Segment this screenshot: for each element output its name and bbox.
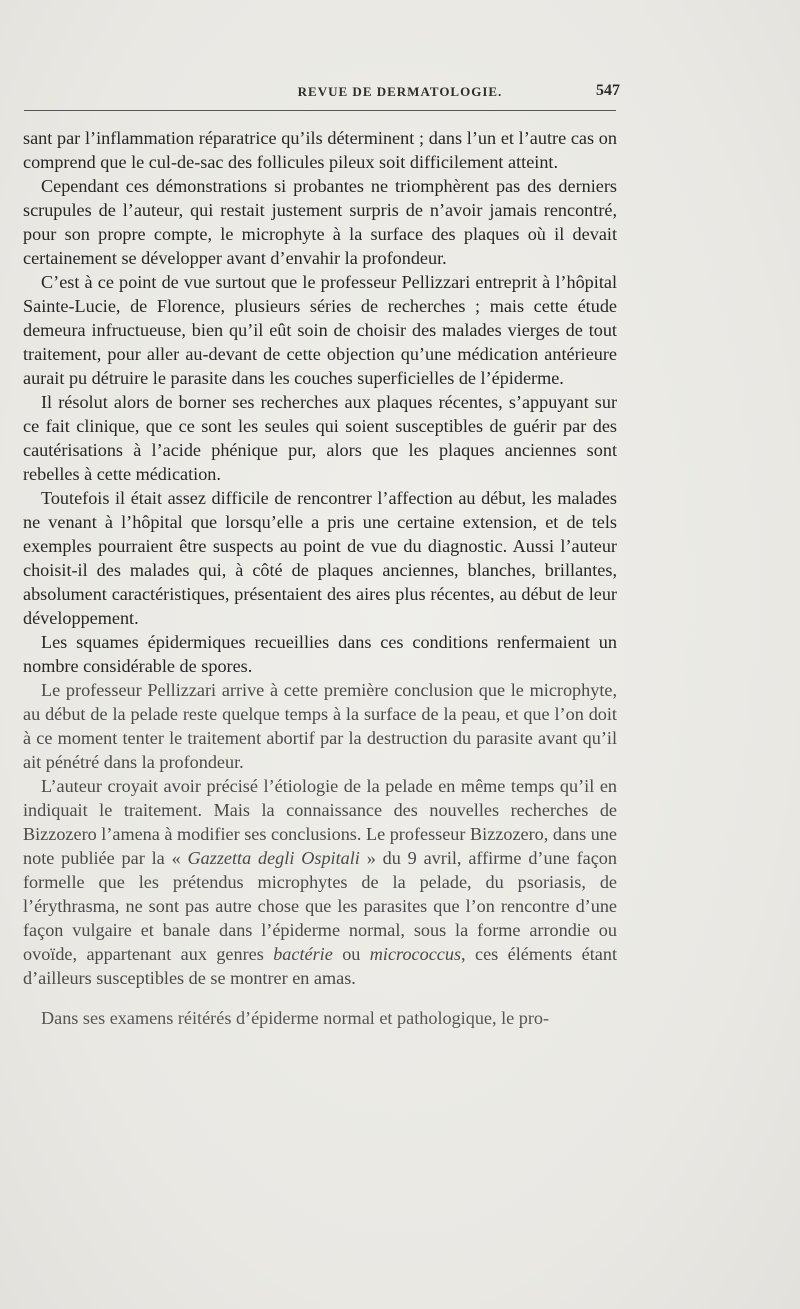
paragraph-2: Cependant ces démonstrations si probantes ne triomphèrent pas des derniers scrupules de l’auteur, qui restait justement surpris de n’avoir jamais rencontré, pour son propre compte, le microphyte à la surface des plaques où il devait certainement se développer avant d’envahir la profondeur. [23,176,617,268]
paragraph-8 [23,774,617,990]
paragraph-8-part-4: , ces éléments étant d’ailleurs susceptibles de se montrer en amas. [23,944,618,988]
paragraph-9: Dans ses examens réitérés d’épiderme normal et pathologique, le pro- [41,1008,550,1028]
paragraph-8-part-3: ou [332,944,370,964]
paragraph-4: Il résolut alors de borner ses recherches aux plaques récentes, s’appuyant sur ce fait clinique, que ce sont les seules qui soient susceptibles de guérir par des cautérisations à l’acide phénique pur, alors que les plaques anciennes sont rebelles à cette médication. [23,392,617,484]
paragraph-6: Les squames épidermiques recueillies dans ces conditions renfermaient un nombre considérable de spores. [23,632,617,676]
term-bacterie: bactérie [273,944,333,964]
body-text [23,126,617,1030]
journal-title: Gazzetta degli Ospitali [187,848,360,868]
page-number: 547 [596,82,620,99]
header-rule [24,110,616,111]
paragraph-8-part-2: » du 9 avril, affirme d’une façon formelle que les prétendus microphytes de la pelade, du psoriasis, de l’érythrasma, ne sont pas autre chose que les parasites que l’on rencontre d’une façon vulgaire et banale dans l’épiderme normal, sous la forme arrondie ou ovoïde, appartenant aux genres [23,848,617,964]
page-header [0,84,800,104]
paragraph-5: Toutefois il était assez difficile de rencontrer l’affection au début, les malades ne venant à l’hôpital que lorsqu’elle a pris une certaine extension, et de tels exemples pourraient être suspects au point de vue du diagnostic. Aussi l’auteur choisit-il des malades qui, à côté de plaques anciennes, blanches, brillantes, absolument caractéristiques, présentaient des aires plus récentes, au début de leur développement. [23,488,617,628]
paragraph-3: C’est à ce point de vue surtout que le professeur Pellizzari entreprit à l’hôpital Sainte-Lucie, de Florence, plusieurs séries de recherches ; mais cette étude demeura infructueuse, bien qu’il eût soin de choisir des malades vierges de tout traitement, pour aller au-devant de cette objection qu’une médication antérieure aurait pu détruire le parasite dans les couches superficielles de l’épiderme. [23,272,617,388]
paragraph-8-part-1: L’auteur croyait avoir précisé l’étiologie de la pelade en même temps qu’il en indiquait le traitement. Mais la connaissance des nouvelles recherches de Bizzozero l’amena à modifier ses conclusions. Le professeur Bizzozero, dans une note publiée par la « [23,776,617,868]
paragraph-1: sant par l’inflammation réparatrice qu’ils déterminent ; dans l’un et l’autre cas on comprend que le cul-de-sac des follicules pileux soit difficilement atteint. [23,128,617,172]
running-title: REVUE DE DERMATOLOGIE. [297,84,503,99]
paragraph-7: Le professeur Pellizzari arrive à cette première conclusion que le microphyte, au début de la pelade reste quelque temps à la surface de la peau, et que l’on doit à ce moment tenter le traitement abortif par la destruction du parasite avant qu’il ait pénétré dans la profondeur. [23,680,617,772]
term-micrococcus: micrococcus [369,944,462,964]
